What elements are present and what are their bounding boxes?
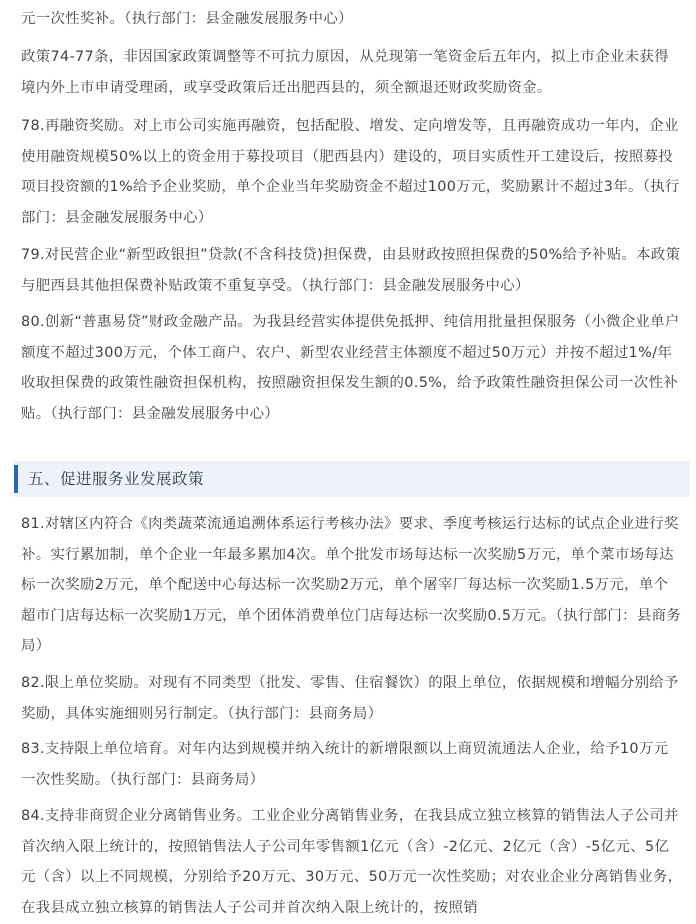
policy-paragraph-74-77-note: 政策74-77条，非因国家政策调整等不可抗力原因，从兑现第一笔资金后五年内，拟上市企业未获得境内外上市申请受理函，或享受政策后迁出肥西县的，须全额退还财政奖励资金。 — [21, 49, 669, 96]
policy-paragraph-80: 80.创新“普惠易贷”财政金融产品。为我县经营实体提供免抵押、纯信用批量担保服务（小微企业单户额度不超过300万元，个体工商户、农户、新型农业经营主体额度不超过50万元）并按不超过1%/年收取担保费的政策性融资担保机构，按照融资担保发生额的0.5%，给予政策性融资担保公司一次性补贴。（执行部门：县金融发展服务中心） — [21, 314, 680, 422]
section-heading — [14, 461, 690, 497]
section-title: 五、促进服务业发展政策 — [28, 470, 205, 488]
policy-paragraph-78: 78.再融资奖励。对上市公司实施再融资，包括配股、增发、定向增发等，且再融资成功一年内，企业使用融资规模50%以上的资金用于募投项目（肥西县内）建设的，项目实质性开工建设后，按照募投项目投资额的1%给予企业奖励，单个企业当年奖励资金不超过100万元，奖励累计不超过3年。（执行部门：县金融发展服务中心） — [21, 118, 680, 226]
policy-paragraph-continued: 元一次性奖补。（执行部门：县金融发展服务中心） — [21, 11, 353, 27]
policy-paragraph-84: 84.支持非商贸企业分离销售业务。工业企业分离销售业务，在我县成立独立核算的销售法人子公司并首次纳入限上统计的，按照销售法人子公司年零售额1亿元（含）-2亿元、2亿元（含）-5亿元、5亿元（含）以上不同规模，分别给予20万元、30万元、50万元一次性奖励；对农业企业分离销售业务，在我县成立独立核算的销售法人子公司并首次纳入限上统计的，按照销 — [21, 808, 683, 916]
section-accent-bar — [14, 465, 18, 493]
policy-paragraph-82: 82.限上单位奖励。对现有不同类型（批发、零售、住宿餐饮）的限上单位，依据规模和增幅分别给予奖励，具体实施细则另行制定。（执行部门：县商务局） — [21, 675, 679, 722]
policy-paragraph-81: 81.对辖区内符合《肉类蔬菜流通追溯体系运行考核办法》要求、季度考核运行达标的试点企业进行奖补。实行累加制，单个企业一年最多累加4次。单个批发市场每达标一次奖励5万元，单个菜市场每达标一次奖励2万元，单个配送中心每达标一次奖励2万元，单个屠宰厂每达标一次奖励1.5万元，单个超市门店每达标一次奖励1万元，单个团体消费单位门店每达标一次奖励0.5万元。（执行部门：县商务局） — [21, 516, 682, 654]
policy-paragraph-79: 79.对民营企业“新型政银担”贷款(不含科技贷)担保费，由县财政按照担保费的50%给予补贴。本政策与肥西县其他担保费补贴政策不重复享受。（执行部门：县金融发展服务中心） — [21, 247, 681, 294]
policy-paragraph-83: 83.支持限上单位培育。对年内达到规模并纳入统计的新增限额以上商贸流通法人企业，给予10万元一次性奖励。（执行部门：县商务局） — [21, 741, 669, 788]
